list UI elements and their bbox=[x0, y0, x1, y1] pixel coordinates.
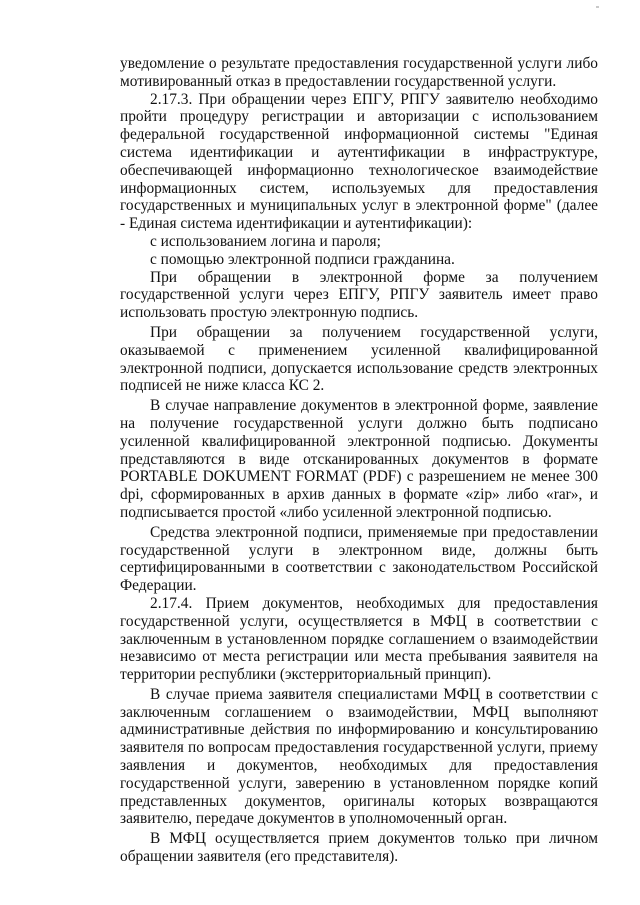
paragraph-continuation: уведомление о результате предоставления государственной услуги либо мотивированный отказ в предоставлении государственной услуги. bbox=[120, 55, 598, 90]
paragraph-mfc-personal: В МФЦ осуществляется прием документов только при личном обращении заявителя (его представителя). bbox=[120, 830, 598, 866]
paragraph-2-17-3: 2.17.3. При обращении через ЕПГУ, РПГУ заявителю необходимо пройти процедуру регистрации и авторизации с использованием федеральной государственной информационной системы "Единая система идентификации и аутентификации в инфраструктуре, обеспечивающей информационно технологическое взаимодействие информационных систем, используемых для предоставления государственных и муниципальных услуг в электронной форме" (далее - Единая система идентификации и аутентификации): bbox=[120, 90, 598, 233]
document-body bbox=[120, 55, 598, 866]
paragraph-signature-tools: Средства электронной подписи, применяемые при предоставлении государственной услуги в электронном виде, должны быть сертифицированными в соответствии с законодательством Российской Федерации. bbox=[120, 523, 598, 595]
paragraph-mfc-reception: В случае приема заявителя специалистами МФЦ в соответствии с заключенным соглашением о взаимодействии, МФЦ выполняют административные действия по информированию и консультированию заявителя по вопросам предоставления государственной услуги, приему заявления и документов, необходимых для предоставления государственной услуги, заверению в установленном порядке копий представленных документов, оригиналы которых возвращаются заявителю, передаче документов в уполномоченный орган. bbox=[120, 685, 598, 828]
paragraph-2-17-4: 2.17.4. Прием документов, необходимых для предоставления государственной услуги, осуществляется в МФЦ в соответствии с заключенным в установленном порядке соглашением о взаимодействии независимо от места регистрации или места пребывания заявителя на территории республики (экстерриториальный принцип). bbox=[120, 594, 598, 684]
paragraph-simple-signature: При обращении в электронной форме за получением государственной услуги через ЕПГУ, РПГУ заявитель имеет право использовать простую электронную подпись. bbox=[120, 268, 598, 322]
paragraph-qualified-signature: При обращении за получением государственной услуги, оказываемой с применением усиленной квалифицированной электронной подписи, допускается использование средств электронных подписей не ниже класса КС 2. bbox=[120, 323, 598, 395]
paragraph-electronic-signature: с помощью электронной подписи гражданина. bbox=[150, 250, 455, 268]
scan-mark bbox=[596, 6, 599, 8]
paragraph-login-password: с использованием логина и пароля; bbox=[150, 232, 381, 250]
paragraph-electronic-documents: В случае направление документов в электронной форме, заявление на получение государственной услуги должно быть подписано усиленной квалифицированной электронной подписью. Документы представляются в виде отсканированных документов в формате PORTABLE DOKUMENT FORMAT (PDF) с разрешением не менее 300 dpi, сформированных в архив данных в формате «zip» либо «rar», и подписывается простой «либо усиленной электронной подписью. bbox=[120, 397, 598, 521]
